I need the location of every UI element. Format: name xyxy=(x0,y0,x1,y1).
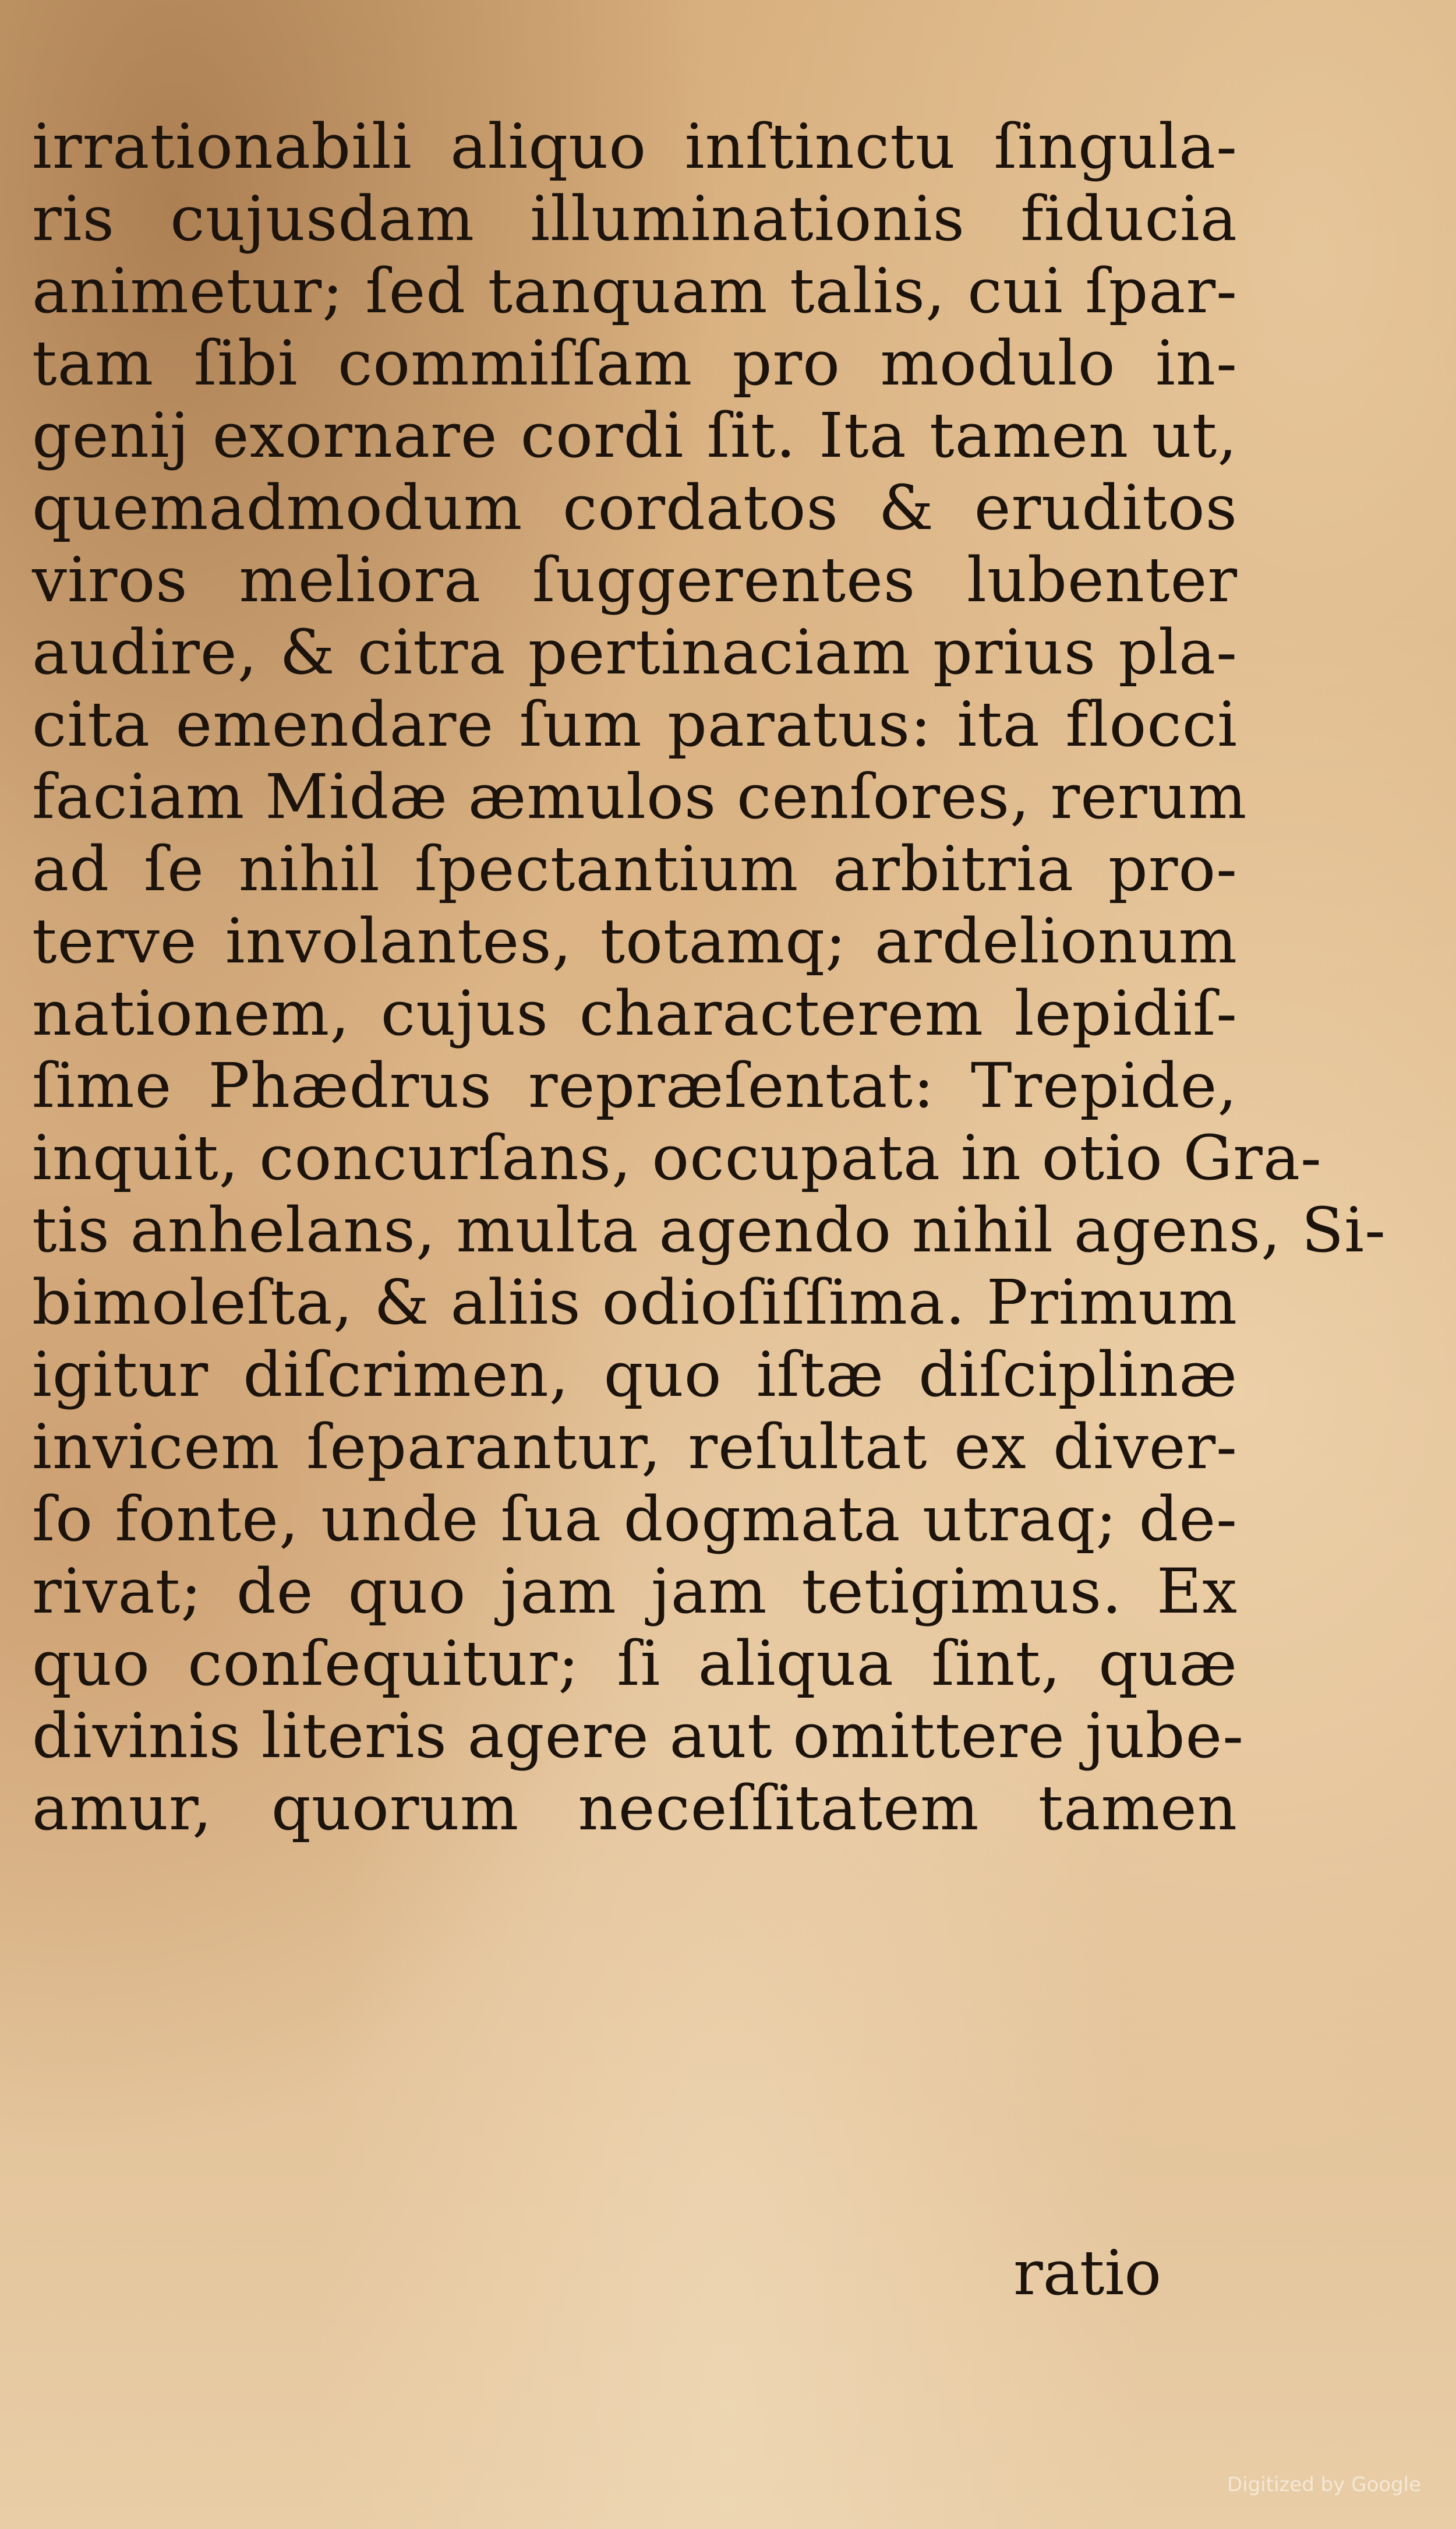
text-line-17: bimoleſta, & aliis odioſiſſima. Primum xyxy=(32,1267,1238,1338)
text-line-7: viros meliora ſuggerentes lubenter xyxy=(32,544,1238,616)
text-line-21: rivat; de quo jam jam tetigimus. Ex xyxy=(32,1556,1238,1627)
text-line-13: nationem, cujus characterem lepidiſ- xyxy=(32,978,1238,1049)
catchword: ratio xyxy=(1013,2237,1162,2309)
text-line-10: faciam Midæ æmulos cenſores, rerum xyxy=(32,761,1248,833)
body-text xyxy=(32,111,1386,1844)
text-line-16: tis anhelans, multa agendo nihil agens, Si- xyxy=(32,1194,1386,1266)
text-line-12: terve involantes, totamq; ardelionum xyxy=(32,905,1238,977)
text-line-15: inquit, concurſans, occupata in otio Gra- xyxy=(32,1122,1322,1194)
text-line-6: quemadmodum cordatos & eruditos xyxy=(32,472,1238,544)
text-line-2: ris cujusdam illuminationis fiducia xyxy=(32,183,1238,255)
text-line-22: quo conſequitur; ſi aliqua ſint, quæ xyxy=(32,1628,1238,1699)
text-line-19: invicem ſeparantur, reſultat ex diver- xyxy=(32,1411,1238,1483)
text-line-3: animetur; ſed tanquam talis, cui ſpar- xyxy=(32,255,1238,327)
text-line-24: amur, quorum neceſſitatem tamen xyxy=(32,1772,1238,1844)
text-line-18: igitur diſcrimen, quo iſtæ diſciplinæ xyxy=(32,1339,1238,1410)
text-line-5: genij exornare cordi ſit. Ita tamen ut, xyxy=(32,400,1238,471)
text-line-9: cita emendare ſum paratus: ita flocci xyxy=(32,689,1238,760)
text-line-14: ſime Phædrus repræſentat: Trepide, xyxy=(32,1050,1238,1121)
text-line-4: tam ſibi commiſſam pro modulo in- xyxy=(32,327,1238,399)
text-line-23: divinis literis agere aut omittere jube- xyxy=(32,1700,1245,1772)
text-line-1: irrationabili aliquo inſtinctu ſingula- xyxy=(32,111,1238,182)
text-line-20: ſo fonte, unde ſua dogmata utraq; de- xyxy=(32,1483,1238,1555)
text-line-8: audire, & citra pertinaciam prius pla- xyxy=(32,616,1238,688)
digitization-watermark: Digitized by Google xyxy=(1227,2473,1421,2496)
text-line-11: ad ſe nihil ſpectantium arbitria pro- xyxy=(32,833,1238,905)
